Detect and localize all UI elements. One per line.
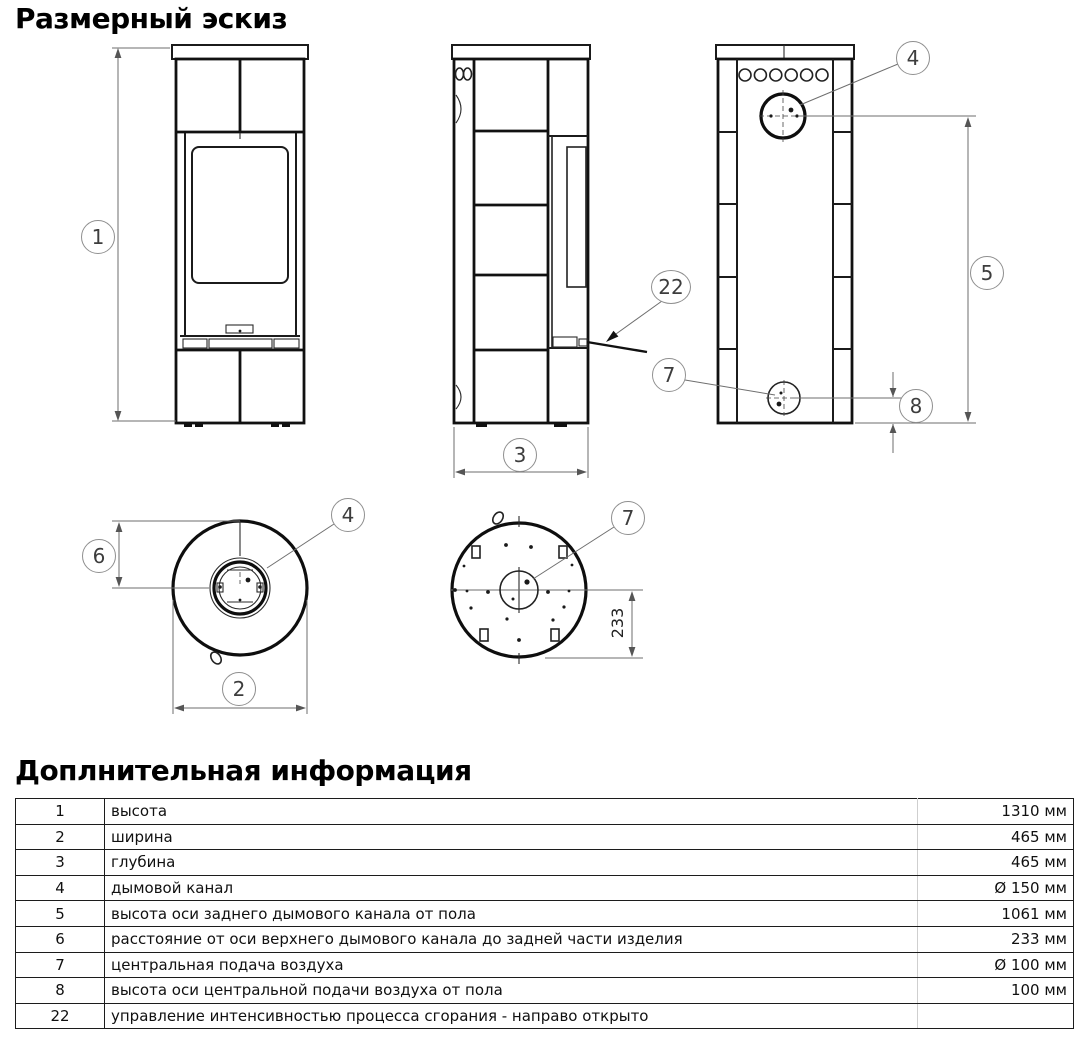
row-number: 3 xyxy=(16,850,105,876)
callout-air-inlet-back: 7 xyxy=(652,358,686,392)
callout-flue-back-offset: 6 xyxy=(82,539,116,573)
row-number: 1 xyxy=(16,799,105,825)
callout-air-axis-height: 8 xyxy=(899,389,933,423)
row-number: 22 xyxy=(16,1003,105,1029)
callout-flue-back: 4 xyxy=(896,41,930,75)
table-row xyxy=(16,926,1074,952)
table-row xyxy=(16,850,1074,876)
row-number: 2 xyxy=(16,824,105,850)
back-view xyxy=(685,45,976,453)
row-number: 5 xyxy=(16,901,105,927)
row-description: дымовой канал xyxy=(105,875,918,901)
combustion-control-lever xyxy=(587,342,647,352)
back-top-plate xyxy=(716,45,854,59)
callout-air-inlet-bottom: 7 xyxy=(611,501,645,535)
row-value: 1061 мм xyxy=(918,901,1074,927)
table-row xyxy=(16,799,1074,825)
table-row xyxy=(16,824,1074,850)
row-number: 7 xyxy=(16,952,105,978)
row-value: Ø 150 мм xyxy=(918,875,1074,901)
table-row xyxy=(16,901,1074,927)
dim-height xyxy=(112,48,176,421)
row-description: глубина xyxy=(105,850,918,876)
row-value: Ø 100 мм xyxy=(918,952,1074,978)
front-view xyxy=(112,45,308,427)
row-description: высота xyxy=(105,799,918,825)
back-body-outline xyxy=(718,59,852,423)
side-top-plate xyxy=(452,45,590,59)
row-description: высота оси центральной подачи воздуха от пола xyxy=(105,978,918,1004)
row-number: 8 xyxy=(16,978,105,1004)
row-value xyxy=(918,1003,1074,1029)
row-description: управление интенсивностью процесса сгорания - направо открыто xyxy=(105,1003,918,1029)
callout-height: 1 xyxy=(81,220,115,254)
callout-flue-axis-height: 5 xyxy=(970,256,1004,290)
leader-combustion-control xyxy=(606,301,662,342)
page-title: Размерный эскиз xyxy=(15,2,288,35)
row-value: 1310 мм xyxy=(918,799,1074,825)
callout-depth: 3 xyxy=(503,438,537,472)
additional-info-table xyxy=(15,798,1074,1029)
row-value: 100 мм xyxy=(918,978,1074,1004)
callout-width: 2 xyxy=(222,672,256,706)
table-row xyxy=(16,978,1074,1004)
section-title: Доплнительная информация xyxy=(15,754,472,787)
row-description: расстояние от оси верхнего дымового канала до задней части изделия xyxy=(105,926,918,952)
row-description: высота оси заднего дымового канала от пола xyxy=(105,901,918,927)
front-top-plate xyxy=(172,45,308,59)
callout-combustion-control: 22 xyxy=(651,270,691,304)
side-view xyxy=(452,45,662,478)
table-row xyxy=(16,1003,1074,1029)
table-row xyxy=(16,875,1074,901)
row-value: 233 мм xyxy=(918,926,1074,952)
row-value: 465 мм xyxy=(918,850,1074,876)
row-number: 6 xyxy=(16,926,105,952)
row-description: ширина xyxy=(105,824,918,850)
callout-flue-top: 4 xyxy=(331,498,365,532)
table-row xyxy=(16,952,1074,978)
row-value: 465 мм xyxy=(918,824,1074,850)
row-number: 4 xyxy=(16,875,105,901)
dim-233-label: 233 xyxy=(607,607,627,639)
row-description: центральная подача воздуха xyxy=(105,952,918,978)
